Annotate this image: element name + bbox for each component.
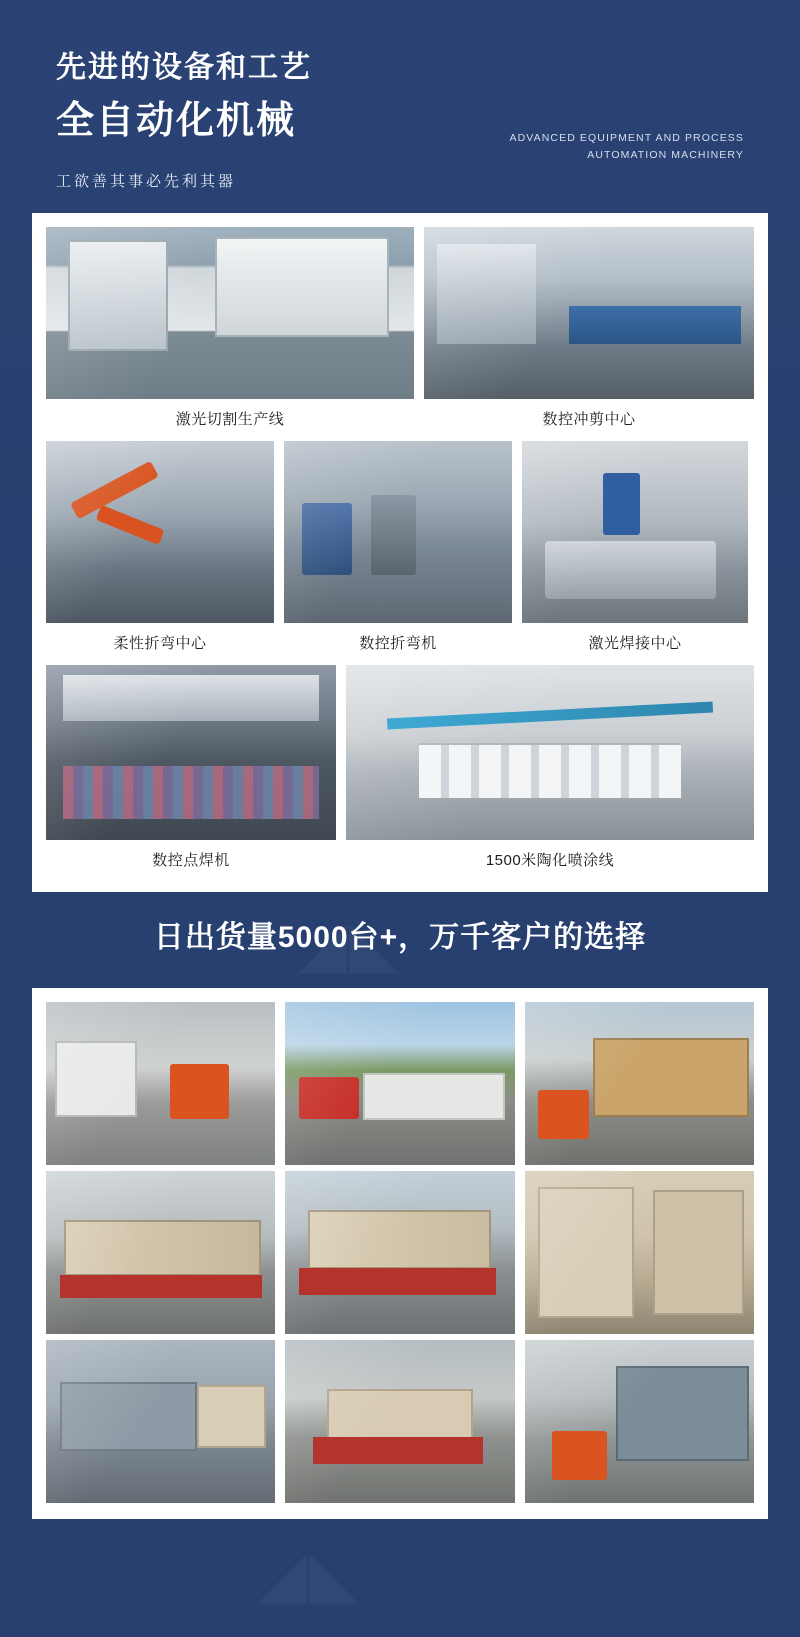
equipment-caption: 柔性折弯中心: [113, 634, 207, 652]
photo-red-truck-with-cabinets: [285, 1002, 514, 1165]
photo-workers-packing-cartons: [525, 1171, 754, 1334]
photo-truck-loading-cartons: [525, 1002, 754, 1165]
equipment-caption: 数控折弯机: [359, 634, 437, 652]
header-subtitle: 工欲善其事必先利其器: [56, 172, 237, 190]
equipment-item: [522, 441, 748, 659]
photo-forklift-container-loading: [525, 1340, 754, 1503]
photo-flexible-bending-center: [46, 441, 274, 623]
equipment-item: [46, 665, 336, 876]
header-english: [510, 130, 744, 164]
shipping-row-3: [46, 1340, 754, 1503]
page-title-line2: 全自动化机械: [56, 99, 297, 142]
photo-container-trailer-loading: [46, 1340, 275, 1503]
photo-laser-cutting-line: [46, 227, 414, 399]
shipping-panel: [32, 988, 768, 1519]
equipment-caption: 1500米陶化喷涂线: [485, 851, 615, 869]
equipment-row-2: [46, 441, 754, 659]
photo-truck-in-workshop: [285, 1340, 514, 1503]
shipping-row-1: [46, 1002, 754, 1165]
photo-cnc-punching-center: [424, 227, 754, 399]
watermark: [260, 1540, 360, 1610]
photo-ceramic-coating-line: [346, 665, 754, 840]
equipment-row-3: [46, 665, 754, 876]
equipment-row-1: [46, 227, 754, 435]
equipment-item: [284, 441, 512, 659]
equipment-panel: [32, 213, 768, 892]
section-headline: 日出货量5000台+，万千客户的选择: [153, 920, 647, 954]
equipment-item: [346, 665, 754, 876]
page-title-line1: 先进的设备和工艺: [56, 51, 312, 84]
photo-cnc-bending-machine: [284, 441, 512, 623]
photo-flatbed-truck-cabinets: [46, 1171, 275, 1334]
photo-forklift-loading-truck: [46, 1002, 275, 1165]
equipment-item: [46, 441, 274, 659]
photo-laser-welding-center: [522, 441, 748, 623]
equipment-item: [46, 227, 414, 435]
header: [0, 0, 800, 191]
equipment-caption: 数控点焊机: [152, 851, 230, 869]
photo-truck-stacked-cartons: [285, 1171, 514, 1334]
photo-cnc-spot-welder: [46, 665, 336, 840]
equipment-item: [424, 227, 754, 435]
header-english-line2: AUTOMATION MACHINERY: [587, 148, 744, 161]
equipment-caption: 激光切割生产线: [175, 410, 285, 428]
header-english-line1: ADVANCED EQUIPMENT AND PROCESS: [509, 132, 744, 144]
equipment-caption: 激光焊接中心: [588, 634, 682, 652]
equipment-caption: 数控冲剪中心: [542, 410, 636, 428]
shipping-row-2: [46, 1171, 754, 1334]
